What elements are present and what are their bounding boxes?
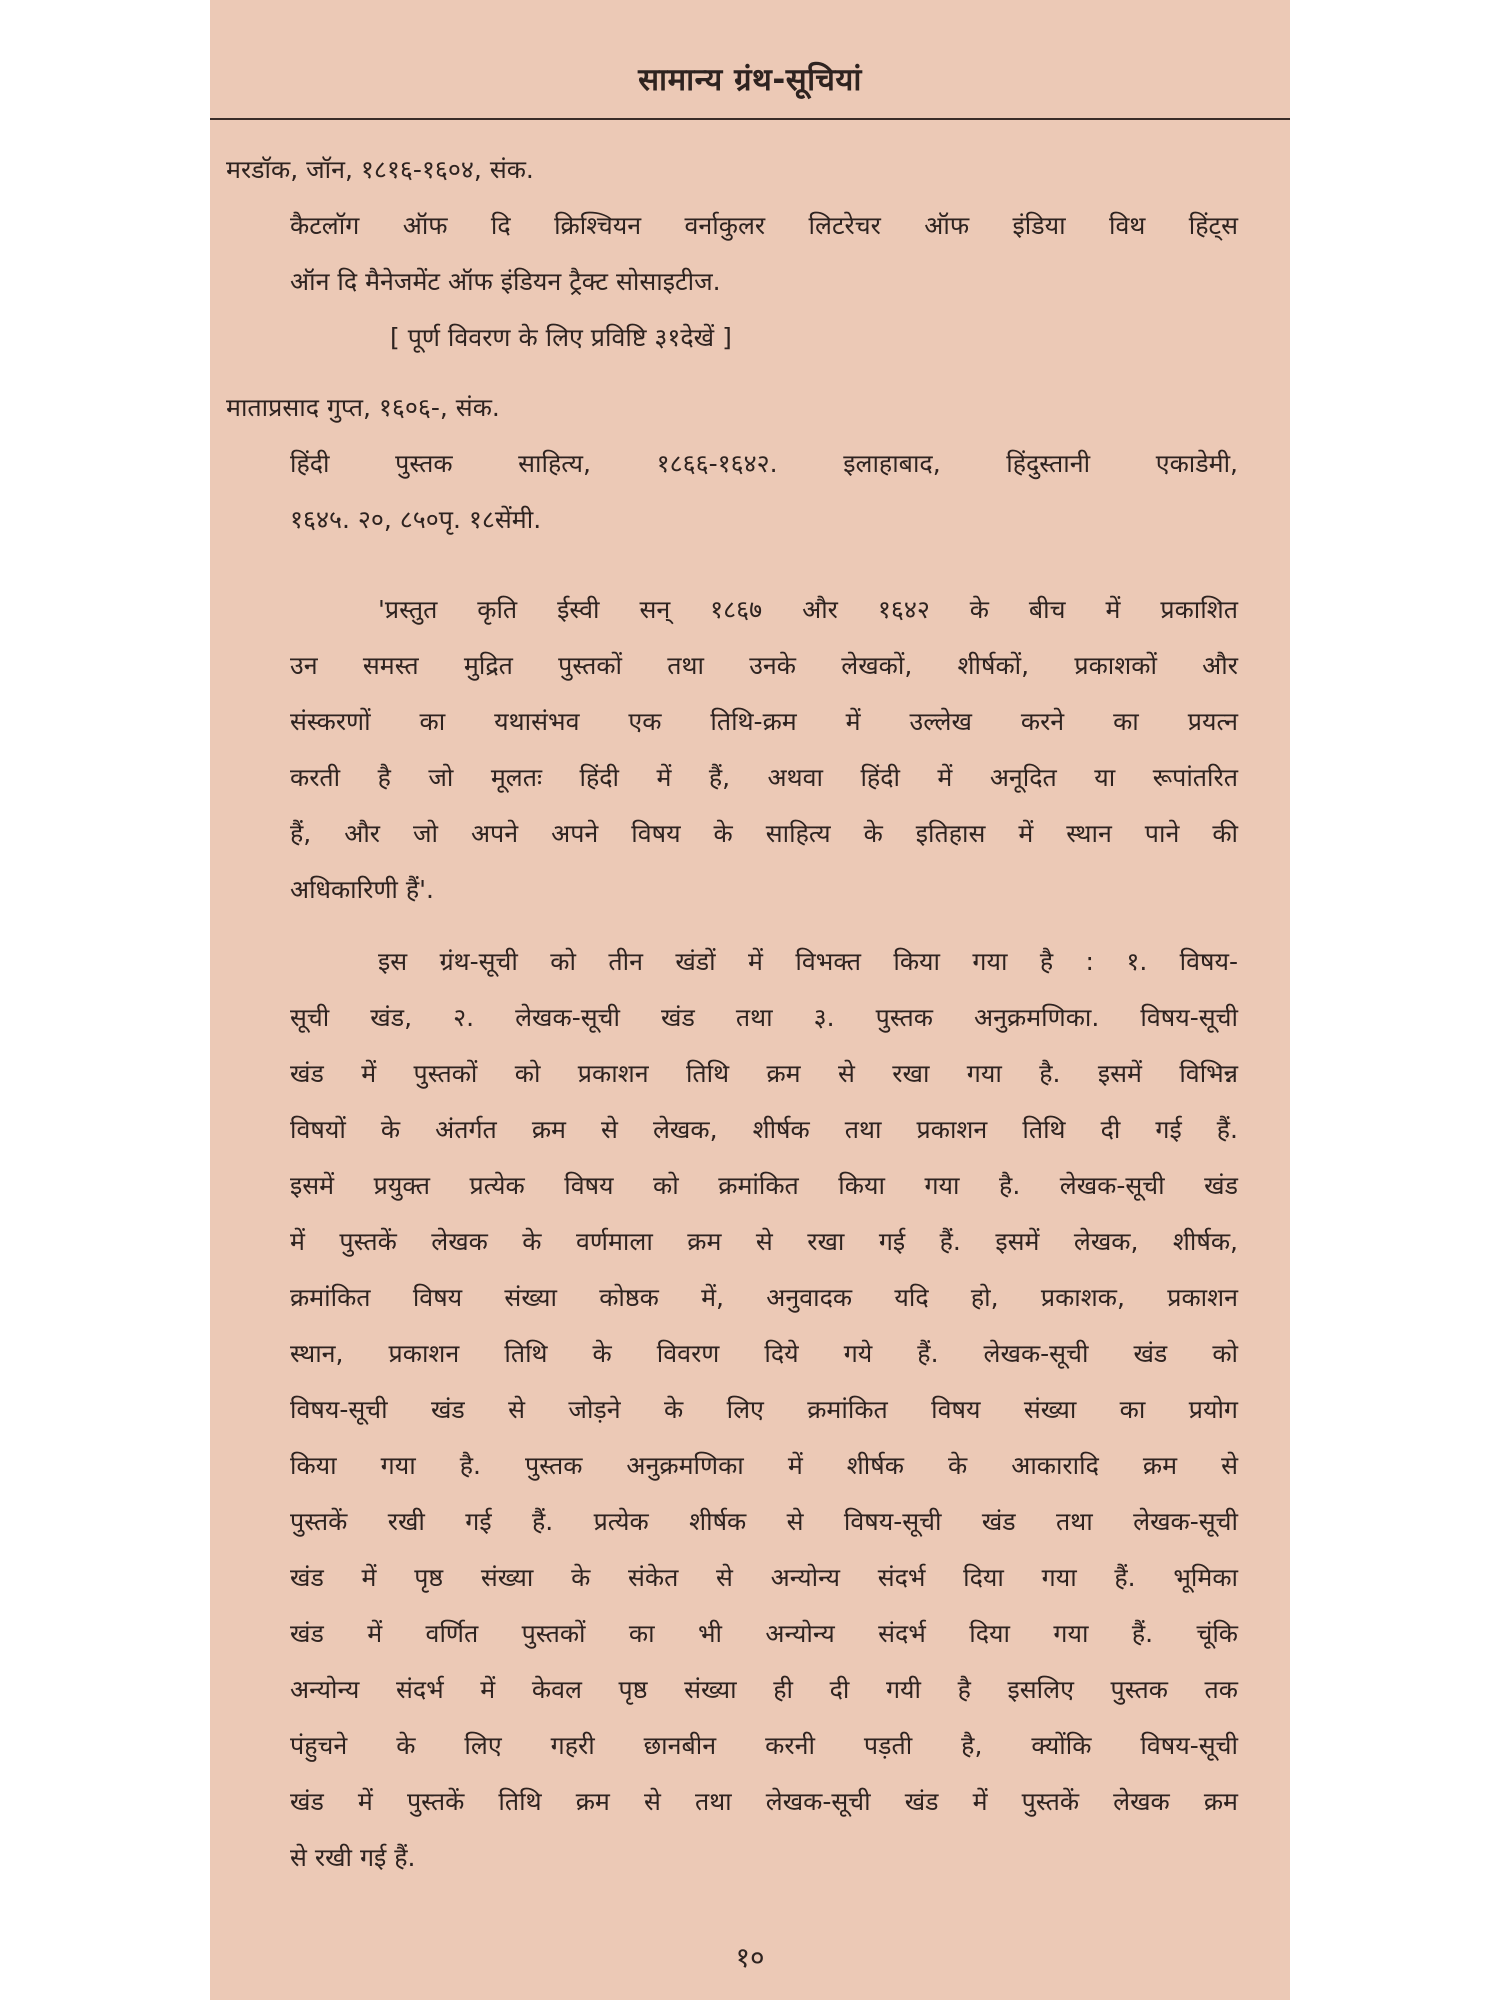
- paragraph-line: में पुस्तकें लेखक के वर्णमाला क्रम से रखा गई हैं. इसमें लेखक, शीर्षक,: [290, 1227, 1238, 1256]
- quote-line: 'प्रस्तुत कृति ईस्वी सन् १८६७ और १६४२ के बीच में प्रकाशित: [378, 595, 1238, 624]
- paragraph-line: विषय-सूची खंड से जोड़ने के लिए क्रमांकित विषय संख्या का प्रयोग: [290, 1395, 1238, 1424]
- running-title: सामान्य ग्रंथ-सूचियां: [638, 62, 862, 98]
- quote-line: हैं, और जो अपने अपने विषय के साहित्य के इतिहास में स्थान पाने की: [290, 819, 1238, 848]
- paragraph-line: खंड में पृष्ठ संख्या के संकेत से अन्योन्य संदर्भ दिया गया हैं. भूमिका: [290, 1563, 1238, 1592]
- paragraph-line: इसमें प्रयुक्त प्रत्येक विषय को क्रमांकित किया गया है. लेखक-सूची खंड: [290, 1171, 1238, 1200]
- entry-title-line: ऑन दि मैनेजमेंट ऑफ इंडियन ट्रैक्ट सोसाइटीज.: [290, 267, 721, 296]
- cross-reference: [ पूर्ण विवरण के लिए प्रविष्टि ३१देखें ]: [390, 323, 732, 352]
- quote-line: उन समस्त मुद्रित पुस्तकों तथा उनके लेखकों, शीर्षकों, प्रकाशकों और: [290, 651, 1238, 680]
- header-rule: [210, 118, 1290, 120]
- entry-title-line: कैटलॉग ऑफ दि क्रिश्चियन वर्नाकुलर लिटरेचर ऑफ इंडिया विथ हिंट्स: [290, 211, 1238, 240]
- entry-heading: मरडॉक, जॉन, १८१६-१६०४, संक.: [226, 155, 534, 184]
- quote-line: अधिकारिणी हैं'.: [290, 875, 434, 904]
- paragraph-line: विषयों के अंतर्गत क्रम से लेखक, शीर्षक तथा प्रकाशन तिथि दी गई हैं.: [290, 1115, 1238, 1144]
- quote-line: करती है जो मूलतः हिंदी में हैं, अथवा हिंदी में अनूदित या रूपांतरित: [290, 763, 1238, 792]
- paragraph-line: खंड में पुस्तकों को प्रकाशन तिथि क्रम से रखा गया है. इसमें विभिन्न: [290, 1059, 1238, 1088]
- entry-title-line: १६४५. २०, ८५०पृ. १८सेंमी.: [290, 505, 542, 534]
- paragraph-line: पुस्तकें रखी गई हैं. प्रत्येक शीर्षक से विषय-सूची खंड तथा लेखक-सूची: [290, 1507, 1238, 1536]
- page-number: १०: [735, 1941, 765, 1974]
- entry-title-line: हिंदी पुस्तक साहित्य, १८६६-१६४२. इलाहाबाद, हिंदुस्तानी एकाडेमी,: [290, 449, 1238, 478]
- paragraph-line: से रखी गई हैं.: [290, 1843, 416, 1872]
- paragraph-line: सूची खंड, २. लेखक-सूची खंड तथा ३. पुस्तक अनुक्रमणिका. विषय-सूची: [290, 1003, 1238, 1032]
- entry-heading: माताप्रसाद गुप्त, १६०६-, संक.: [226, 393, 500, 422]
- paragraph-line: क्रमांकित विषय संख्या कोष्ठक में, अनुवादक यदि हो, प्रकाशक, प्रकाशन: [290, 1283, 1238, 1312]
- paragraph-line: स्थान, प्रकाशन तिथि के विवरण दिये गये हैं. लेखक-सूची खंड को: [290, 1339, 1238, 1368]
- paragraph-line: खंड में पुस्तकें तिथि क्रम से तथा लेखक-सूची खंड में पुस्तकें लेखक क्रम: [290, 1787, 1238, 1816]
- paragraph-line: इस ग्रंथ-सूची को तीन खंडों में विभक्त किया गया है : १. विषय-: [378, 947, 1238, 976]
- paragraph-line: खंड में वर्णित पुस्तकों का भी अन्योन्य संदर्भ दिया गया हैं. चूंकि: [290, 1619, 1238, 1648]
- paragraph-line: पंहुचने के लिए गहरी छानबीन करनी पड़ती है, क्योंकि विषय-सूची: [290, 1731, 1238, 1760]
- book-page: [210, 0, 1290, 2000]
- paragraph-line: किया गया है. पुस्तक अनुक्रमणिका में शीर्षक के आकारादि क्रम से: [290, 1451, 1238, 1480]
- paragraph-line: अन्योन्य संदर्भ में केवल पृष्ठ संख्या ही दी गयी है इसलिए पुस्तक तक: [290, 1675, 1238, 1704]
- quote-line: संस्करणों का यथासंभव एक तिथि-क्रम में उल्लेख करने का प्रयत्न: [290, 707, 1238, 736]
